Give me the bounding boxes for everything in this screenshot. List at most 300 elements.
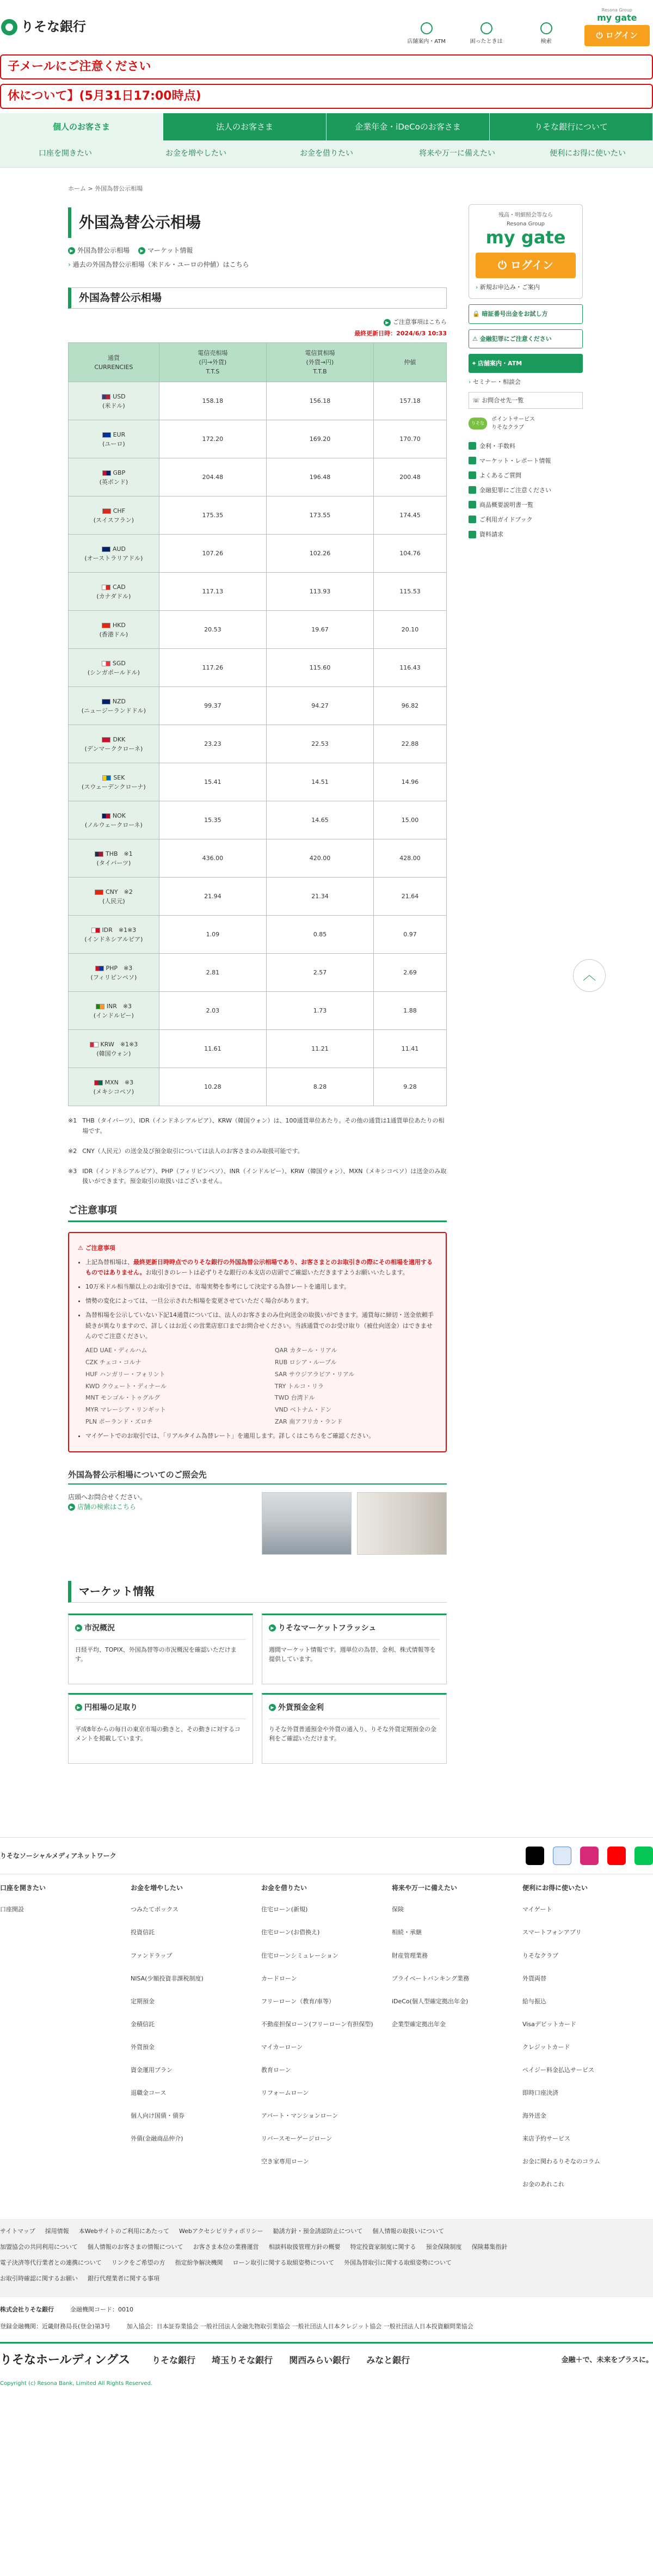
footer-link[interactable]: ファンドラップ <box>131 1952 173 1959</box>
mid-cell: 200.48 <box>374 458 447 496</box>
footer-link[interactable]: クレジットカード <box>522 2043 570 2051</box>
flag-icon <box>95 851 103 857</box>
footer-bottom-link[interactable]: リンクをご希望の方 <box>111 2259 165 2267</box>
mygate-header <box>584 8 650 46</box>
currency-list-item: RUB ロシア・ルーブル <box>275 1358 337 1366</box>
table-row <box>69 916 447 954</box>
copyright: Copyright (c) Resona Bank, Limited All Rights Reserved. <box>0 2381 153 2387</box>
tts-cell: 1.09 <box>159 916 266 954</box>
header-login-button[interactable]: ⏻ ログイン <box>584 25 650 46</box>
card-fx-deposit-rate[interactable] <box>262 1693 447 1764</box>
arrow-icon: ▶ <box>269 1624 276 1632</box>
sidebar-menu-label: 金利・手数料 <box>479 442 515 450</box>
footer-bottom-link[interactable]: 銀行代理業者に関する事項 <box>88 2275 159 2283</box>
contact-list-label: お問合せ先一覧 <box>482 396 524 404</box>
ttb-cell: 11.21 <box>266 1030 373 1068</box>
table-row <box>69 649 447 687</box>
footnote-mark: ※2 <box>68 1147 77 1155</box>
currency-list-item: KWD クウェート・ディナール <box>85 1382 167 1390</box>
footer-link[interactable]: 個人向け国債・債券 <box>131 2112 184 2119</box>
corp-registration: 登録金融機関：近畿財務局長(登金)第3号 <box>0 2323 110 2330</box>
tts-cell: 158.18 <box>159 382 266 420</box>
footer-link[interactable]: 来店予約サービス <box>522 2135 570 2142</box>
currency-cell <box>69 382 159 420</box>
flag-icon <box>94 1080 103 1085</box>
currency-cell <box>69 496 159 535</box>
holdings-logo[interactable]: りそなホールディングス <box>0 2353 131 2368</box>
footer-link[interactable]: フリーローン（教育/車等） <box>261 1997 335 2005</box>
subnav-convenience[interactable]: 便利にお得に使いたい <box>550 149 626 158</box>
ttb-cell: 14.51 <box>266 763 373 801</box>
footer-column <box>261 1883 392 2203</box>
corp-associations: 加入協会：日本証券業協会 一般社団法人金融先物取引業協会 一般社団法人日本クレジット協会 一般社団法人日本投資顧問業協会 <box>126 2323 473 2330</box>
caution-item-3: • 情勢の変化によっては、一旦公示された相場を変更させていただく場合があります。 <box>85 1296 437 1307</box>
currency-cell <box>69 420 159 458</box>
currency-code: SEK <box>113 774 125 781</box>
club-badge-text: ポイントサービス <box>491 416 535 422</box>
currency-code: GBP <box>113 469 126 476</box>
footer-link[interactable]: つみたてボックス <box>131 1906 178 1913</box>
mygate-big-logo: my gate <box>485 227 566 248</box>
store-search-link[interactable] <box>68 1502 256 1512</box>
table-row <box>69 420 447 458</box>
currency-code: USD <box>113 392 126 400</box>
store-search-label: 店舗の検索はこちら <box>77 1503 137 1511</box>
footer-link[interactable]: カードローン <box>261 1974 297 1982</box>
footer-bottom-link[interactable]: 採用情報 <box>45 2228 69 2235</box>
footer-column-heading[interactable]: 口座を開きたい <box>0 1884 46 1892</box>
col-currency-ja: 通貨 <box>107 354 120 361</box>
seminar-label: セミナー・相談会 <box>472 378 521 385</box>
ttb-cell: 156.18 <box>266 382 373 420</box>
table-row <box>69 878 447 916</box>
chevron-up-icon: ︿ <box>583 967 596 983</box>
footer-links-3 <box>0 2258 653 2267</box>
caution-box <box>68 1232 447 1452</box>
footer-column-heading[interactable]: 将来や万一に備えたい <box>392 1884 458 1892</box>
resona-club-link[interactable] <box>469 415 583 432</box>
menu-icon <box>469 531 476 538</box>
footer-link[interactable]: アパート・マンションローン <box>261 2112 338 2119</box>
footer-link[interactable]: お金のあれこれ <box>522 2180 564 2188</box>
mid-cell: 96.82 <box>374 687 447 725</box>
footer-column <box>522 1883 653 2203</box>
mid-cell: 1.88 <box>374 992 447 1030</box>
footer-bottom-link[interactable]: 勧誘方針・預金誘認防止について <box>273 2228 363 2235</box>
currency-cell <box>69 839 159 878</box>
mid-cell: 174.45 <box>374 496 447 535</box>
footnote <box>68 1146 447 1157</box>
sidebar-menu-item[interactable] <box>469 468 583 483</box>
footer-link[interactable]: 外貨両替 <box>522 1974 546 1982</box>
subnav-open-account[interactable]: 口座を開きたい <box>39 149 92 158</box>
footer-bottom-link[interactable]: 電子決済等代行業者との連携について <box>0 2259 102 2267</box>
currency-list-item: MYR マレーシア・リンギット <box>85 1406 166 1414</box>
mid-cell: 170.70 <box>374 420 447 458</box>
card-market-flash[interactable] <box>262 1614 447 1684</box>
currency-list-item: VND ベトナム・ドン <box>275 1406 332 1414</box>
table-header-row <box>69 343 447 382</box>
footer-link[interactable]: 投資信託 <box>131 1929 155 1936</box>
footer-link[interactable]: 相続・承継 <box>392 1929 422 1936</box>
footer-link[interactable]: 外債(金融商品仲介) <box>131 2135 183 2142</box>
footer-column <box>392 1883 522 2203</box>
apply-link[interactable] <box>476 283 576 292</box>
tab-personal[interactable]: 個人のお客さま <box>0 113 163 140</box>
arrow-icon: ▶ <box>138 247 145 254</box>
mid-cell: 21.64 <box>374 878 447 916</box>
subnav-prepare[interactable]: 将来や万一に備えたい <box>419 149 495 158</box>
pin-withdraw-button[interactable] <box>469 304 583 323</box>
help-link[interactable] <box>465 22 508 46</box>
caution-title <box>78 1243 437 1254</box>
footer-link[interactable]: 保険 <box>392 1906 404 1913</box>
caution-list-2 <box>78 1431 437 1442</box>
footer-column-heading[interactable]: 便利にお得に使いたい <box>522 1884 588 1892</box>
caution-1c: お取引きのレートは必ずりそな銀行の本支店の店頭でご確認いただきますようお願いいたします。 <box>145 1269 409 1277</box>
currency-code: NZD <box>112 697 126 705</box>
mygate-logo <box>584 8 650 22</box>
currency-name: (インドルピー) <box>93 1011 134 1019</box>
caution-title-text: ご注意事項 <box>85 1244 115 1252</box>
currency-list <box>85 1345 437 1427</box>
footer-link[interactable]: りそなクラブ <box>522 1952 558 1959</box>
notes-link-label: ご注意事項はこちら <box>393 318 447 326</box>
club-label: りそなクラブ <box>491 425 524 431</box>
x-icon[interactable] <box>526 1847 544 1865</box>
currency-name: (ニュージーランドドル) <box>81 707 146 714</box>
footer-link[interactable]: 定期預金 <box>131 1997 155 2005</box>
currency-code: CNY ※2 <box>105 888 133 896</box>
group-banks <box>152 2354 410 2368</box>
footer-link[interactable]: 即時口座決済 <box>522 2089 558 2096</box>
mid-cell: 14.96 <box>374 763 447 801</box>
ttb-cell: 102.26 <box>266 535 373 573</box>
sidebar-login-button[interactable]: ⏻ ログイン <box>476 253 576 278</box>
flag-icon <box>91 928 100 933</box>
youtube-icon[interactable] <box>607 1847 626 1865</box>
footer-link[interactable]: 口座開設 <box>0 1906 24 1913</box>
footer-column-heading[interactable]: お金を借りたい <box>261 1884 307 1892</box>
arrow-icon: ▶ <box>384 319 391 326</box>
currency-cell <box>69 687 159 725</box>
store-atm-link[interactable] <box>405 22 448 46</box>
sidebar-menu-label: 金融犯罪にご注意ください <box>479 486 551 494</box>
currency-code: IDR ※1※3 <box>102 926 137 934</box>
mid-cell: 20.10 <box>374 611 447 649</box>
footer-bottom-link[interactable]: 加盟協会の共同利用について <box>0 2243 78 2251</box>
ttb-cell: 115.60 <box>266 649 373 687</box>
currency-name: (フィリピンペソ) <box>90 973 137 981</box>
footer-bottom-link[interactable]: 預金保険制度 <box>426 2243 462 2251</box>
currency-list-item: PLN ポーランド・ズロチ <box>85 1418 153 1425</box>
footer-bottom-link[interactable]: お取引時確認に関するお願い <box>0 2275 78 2283</box>
seminar-link[interactable] <box>469 377 583 387</box>
store-atm-label: 店舗案内・ATM <box>407 39 446 45</box>
footer-bottom-link[interactable]: 外国為替取引に関する取組姿勢について <box>344 2259 452 2267</box>
past-rates-link[interactable] <box>68 260 447 270</box>
last-updated: 最終更新日時：2024/6/3 10:33 <box>354 330 447 338</box>
arrow-icon: ▶ <box>68 247 75 254</box>
exchange-rate-body <box>69 382 447 1106</box>
footer-link[interactable]: マイカーローン <box>261 2043 303 2051</box>
menu-icon <box>469 457 476 464</box>
footer-link[interactable]: 財産管理業務 <box>392 1952 428 1959</box>
footer-link[interactable]: 退職金コース <box>131 2089 167 2096</box>
footer-link[interactable]: プライベートバンキング業務 <box>392 1974 470 1982</box>
card-text: 平成8年からの毎日の東京市場の動きと、その動きに対するコメントを掲載しています。 <box>75 1725 241 1742</box>
chevron-right-icon: › <box>476 284 478 291</box>
apply-label: 新規お申込み・ご案内 <box>479 284 540 291</box>
footer-column-heading[interactable]: お金を増やしたい <box>131 1884 183 1892</box>
flag-icon <box>95 890 103 895</box>
currency-name: (カナダドル) <box>96 592 131 600</box>
pin-withdraw-label: 暗証番号出金をお試し方 <box>482 310 548 318</box>
footnote-mark: ※1 <box>68 1117 77 1125</box>
card-text: 日経平均、TOPIX、外国為替等の市況概況を確認いただけます。 <box>75 1646 237 1663</box>
footer-bottom-link[interactable]: 指定紛争解決機関 <box>175 2259 223 2267</box>
social-title: りそなソーシャルメディアネットワーク <box>0 1851 116 1860</box>
footer-link[interactable]: 教育ローン <box>261 2066 291 2074</box>
site-header <box>0 0 653 54</box>
tts-cell: 10.28 <box>159 1068 266 1106</box>
flag-icon <box>102 394 110 400</box>
corp-info-2 <box>0 2322 653 2331</box>
footer-bottom-link[interactable]: 個人情報のお客さまの情報について <box>87 2243 183 2251</box>
currency-code: SGD <box>112 659 126 667</box>
footer-link[interactable]: 住宅ローンシミュレーション <box>261 1952 338 1959</box>
footer-link[interactable]: 海外送金 <box>522 2112 546 2119</box>
menu-icon <box>469 442 476 450</box>
back-to-top-button[interactable] <box>573 959 606 992</box>
tts-cell: 21.94 <box>159 878 266 916</box>
group-bank-logo[interactable]: みなと銀行 <box>366 2354 410 2365</box>
footer-link[interactable]: お金に関わるりそなのコラム <box>522 2157 600 2165</box>
currency-cell <box>69 763 159 801</box>
currency-cell <box>69 649 159 687</box>
footer-link[interactable]: 住宅ローン(新規) <box>261 1906 308 1913</box>
tts-cell: 2.03 <box>159 992 266 1030</box>
footer-link[interactable]: スマートフォンアプリ <box>522 1929 582 1936</box>
corp-name: 株式会社りそな銀行 <box>0 2306 54 2314</box>
anchor-link-market[interactable] <box>138 246 193 256</box>
currency-code: NOK <box>112 812 126 819</box>
alert-banner-closure[interactable]: 休について】(5月31日17:00時点) <box>0 84 653 109</box>
footer-link[interactable]: 不動産担保ローン(フリーローン有担保型) <box>261 2020 373 2028</box>
flag-icon <box>96 1004 104 1009</box>
footnote <box>68 1167 447 1187</box>
footnote-text: CNY（人民元）の送金及び預金取引については法人のお客さまのみ取扱可能です。 <box>82 1147 304 1155</box>
tab-pension[interactable]: 企業年金・iDeCoのお客さま <box>326 113 490 140</box>
footer-link[interactable]: 空き家専用ローン <box>261 2157 309 2165</box>
mid-cell: 115.53 <box>374 573 447 611</box>
tts-cell: 117.26 <box>159 649 266 687</box>
sidebar-menu-label: 商品概要説明書一覧 <box>479 501 533 508</box>
currency-name: (韓国ウォン) <box>96 1050 131 1057</box>
footer-link[interactable]: 住宅ローン(お借換え) <box>261 1929 320 1936</box>
currency-code: THB ※1 <box>106 850 133 857</box>
group-bank-logo[interactable]: 関西みらい銀行 <box>289 2354 350 2365</box>
sidebar-menu-item[interactable] <box>469 483 583 498</box>
footer-link[interactable]: 給与振込 <box>522 1997 546 2005</box>
sidebar-menu-item[interactable] <box>469 439 583 453</box>
mid-cell: 157.18 <box>374 382 447 420</box>
footer-bottom-link[interactable]: 本Webサイトのご利用にあたって <box>78 2228 170 2235</box>
footer-link[interactable]: リフォームローン <box>261 2089 309 2096</box>
anchor-link-market-label: マーケット情報 <box>147 246 193 254</box>
caution-item-5[interactable]: • マイゲートでのお取引では、「リアルタイム為替レート」を適用します。詳しくはこちらをご確認ください。 <box>85 1431 437 1442</box>
mid-cell: 428.00 <box>374 839 447 878</box>
question-icon <box>480 22 492 34</box>
footer-link[interactable]: ペイジー料金払込サービス <box>522 2066 594 2074</box>
mid-cell: 116.43 <box>374 649 447 687</box>
sidebar-menu-item[interactable] <box>469 498 583 512</box>
group-bank-logo[interactable]: りそな銀行 <box>152 2354 196 2365</box>
flag-icon <box>102 432 111 438</box>
logo-text: りそな銀行 <box>21 19 86 35</box>
footer-link[interactable]: NISA(少額投資非課税制度) <box>131 1974 204 1982</box>
currency-name: (シンガポールドル) <box>87 668 140 676</box>
footer-link[interactable]: マイゲート <box>522 1906 552 1913</box>
breadcrumb[interactable]: ホーム > 外国為替公示相場 <box>68 185 143 193</box>
tab-about[interactable]: りそな銀行について <box>490 113 653 140</box>
currency-name: (タイバーツ) <box>96 859 131 867</box>
currency-name: (人民元) <box>102 897 125 905</box>
sidebar-menu-item[interactable] <box>469 512 583 527</box>
currency-code: EUR <box>113 431 126 438</box>
lock-icon: 🔒 <box>472 310 480 318</box>
currency-list-item: TWD 台湾ドル <box>275 1394 315 1402</box>
card-title <box>269 1623 440 1640</box>
flag-icon <box>95 966 104 971</box>
table-row <box>69 573 447 611</box>
mid-cell: 15.00 <box>374 801 447 839</box>
currency-name: (香港ドル) <box>99 630 128 638</box>
currency-list-item: AED UAE・ディルハム <box>85 1347 147 1354</box>
ttb-cell: 420.00 <box>266 839 373 878</box>
card-yen-trend[interactable] <box>68 1693 253 1764</box>
store-atm-button[interactable] <box>469 354 583 373</box>
col-tts-l2: (円→外貨) <box>199 359 227 366</box>
line-icon[interactable] <box>634 1847 653 1865</box>
mygate-caption: 残高・明細照会等なら <box>498 212 553 219</box>
sidebar-menu-label: マーケット・レポート情報 <box>479 457 551 464</box>
footer-bottom-link[interactable]: Webアクセシビリティポリシー <box>179 2228 263 2235</box>
mid-cell: 2.69 <box>374 954 447 992</box>
footer-link[interactable]: 資金運用プラン <box>131 2066 173 2074</box>
group-bank-logo[interactable]: 埼玉りそな銀行 <box>212 2354 273 2365</box>
contact-list-link[interactable] <box>469 392 583 409</box>
currency-name: (インドネシアルピア) <box>84 935 143 943</box>
anchor-link-rates[interactable] <box>68 246 130 256</box>
footer-link[interactable]: 企業型確定拠出年金 <box>392 2020 446 2028</box>
note-icon[interactable] <box>553 1847 571 1865</box>
customer-tabs <box>0 113 653 140</box>
mid-cell: 0.97 <box>374 916 447 954</box>
footnote <box>68 1116 447 1136</box>
search-link[interactable] <box>525 22 568 46</box>
subnav-borrow[interactable]: お金を借りたい <box>300 149 353 158</box>
caution-item-4: • 為替相場を公示していない下記14通貨については、法人のお客さまのみ仕向送金の取扱いができます。通貨毎に締切・送金依頼手続きが異なりますので、詳しくはお近くの営業店窓口までお問合せください。当該通貨でのお受け取り（被仕向送金）はできませんのでご注意ください。 <box>85 1310 437 1342</box>
footer-link[interactable]: リバースモーゲージローン <box>261 2135 332 2142</box>
flag-icon <box>102 699 110 704</box>
footer-link[interactable]: 外貨預金 <box>131 2043 155 2051</box>
footer-bottom-link[interactable]: 相談料取扱管理方針の概要 <box>268 2243 341 2251</box>
caution-list <box>78 1257 437 1342</box>
currency-code: DKK <box>113 735 126 743</box>
footer-bottom-link[interactable]: 特定投資家制度に関する <box>350 2243 416 2251</box>
footer-bottom-link[interactable]: サイトマップ <box>0 2228 35 2235</box>
ttb-cell: 21.34 <box>266 878 373 916</box>
card-text: りそな外貨普通預金や外貨の通入り、りそな外貨定期預金の金利をご確認いただけます。 <box>269 1725 436 1742</box>
flag-icon <box>102 737 110 743</box>
footer-bottom <box>0 2219 653 2297</box>
footer-bottom-link[interactable]: 個人情報の取扱いについて <box>372 2228 445 2235</box>
currency-cell <box>69 916 159 954</box>
subnav-invest[interactable]: お金を増やしたい <box>165 149 226 158</box>
footer-link[interactable]: Visaデビットカード <box>522 2020 577 2028</box>
fraud-alert-button[interactable] <box>469 329 583 348</box>
inquiry-text: 店頭へお問合せください。 <box>68 1493 147 1501</box>
tts-cell: 117.13 <box>159 573 266 611</box>
sidebar-menu-item[interactable] <box>469 527 583 542</box>
sidebar-menu-item[interactable] <box>469 453 583 468</box>
section-heading-rates: 外国為替公示相場 <box>68 287 447 309</box>
table-row <box>69 954 447 992</box>
col-ttb-l1: 電信買相場 <box>305 349 335 357</box>
currency-name: (ノルウェークローネ) <box>84 821 143 829</box>
footer-bottom-link[interactable]: ローン取引に関する取組姿勢について <box>232 2259 335 2267</box>
tts-cell: 107.26 <box>159 535 266 573</box>
past-rates-label: 過去の外国為替公示相場（米ドル・ユーロの仲値）はこちら <box>72 261 249 269</box>
tts-cell: 204.48 <box>159 458 266 496</box>
anchor-links <box>68 246 447 256</box>
table-row <box>69 992 447 1030</box>
table-row <box>69 1030 447 1068</box>
footer-bottom-link[interactable]: お客さま本位の業務運営 <box>193 2243 259 2251</box>
tab-corporate[interactable]: 法人のお客さま <box>163 113 326 140</box>
footer-link[interactable]: iDeCo(個人型確定拠出年金) <box>392 1997 469 2005</box>
card-title-text: 外貨預金金利 <box>278 1703 324 1712</box>
footer-bottom-link[interactable]: 保険募集指針 <box>471 2243 508 2251</box>
notes-link[interactable] <box>68 317 447 327</box>
menu-icon <box>469 516 476 523</box>
footer-column <box>131 1883 261 2203</box>
card-title-text: りそなマーケットフラッシュ <box>278 1623 377 1633</box>
card-title <box>75 1702 246 1719</box>
card-market-overview[interactable] <box>68 1614 253 1684</box>
social-bar <box>0 1837 653 1874</box>
instagram-icon[interactable] <box>580 1847 599 1865</box>
col-mid-label: 仲値 <box>404 359 416 366</box>
resona-logo[interactable] <box>0 17 86 37</box>
currency-cell <box>69 801 159 839</box>
inquiry-heading: 外国為替公示相場についてのご照会先 <box>68 1469 447 1485</box>
currency-cell <box>69 535 159 573</box>
currency-cell <box>69 725 159 763</box>
sidebar-menu <box>469 439 583 542</box>
alert-banner-email[interactable]: 子メールにご注意ください <box>0 54 653 79</box>
footer-link[interactable]: 金積信託 <box>131 2020 155 2028</box>
main-content <box>68 204 447 1764</box>
tts-cell: 175.35 <box>159 496 266 535</box>
currency-code: PHP ※3 <box>106 964 133 972</box>
arrow-icon: ▶ <box>68 1504 75 1511</box>
resona-logo-mark <box>1 19 17 35</box>
currency-list-item: SAR サウジアラビア・リアル <box>275 1370 355 1378</box>
card-text: 週間マーケット情報です。週単位の為替、金利、株式情報等を提供しています。 <box>269 1646 436 1663</box>
col-currency <box>69 343 159 382</box>
